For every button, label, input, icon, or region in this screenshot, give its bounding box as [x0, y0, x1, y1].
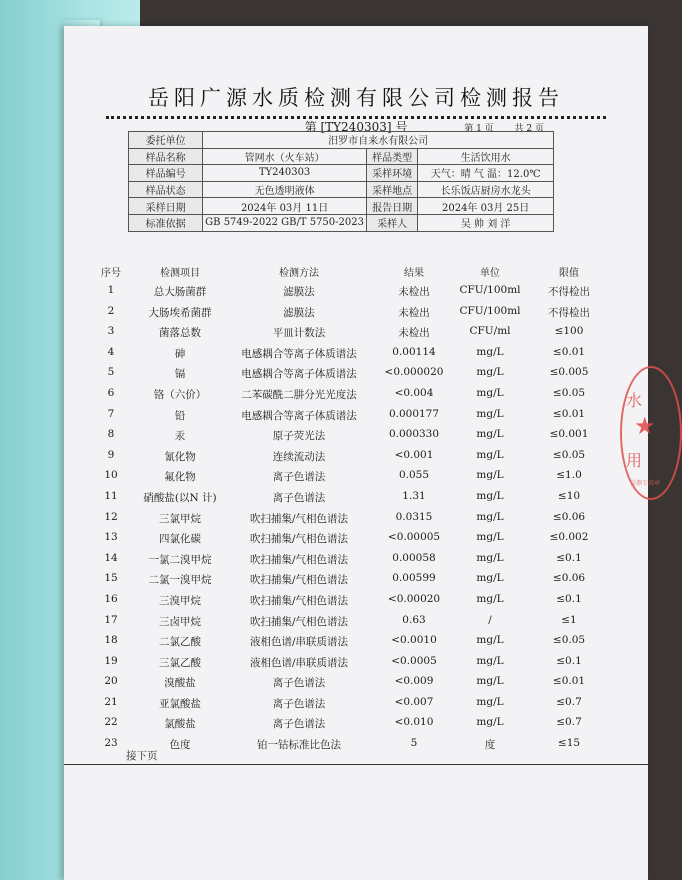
cell-limit: ≤1 — [561, 613, 577, 626]
info-value: GB 5749-2022 GB/T 5750-2023 — [203, 214, 367, 231]
table-row — [64, 385, 648, 406]
cell-unit: mg/L — [476, 510, 504, 523]
cell-result: 0.63 — [402, 613, 426, 626]
info-row — [129, 214, 554, 231]
cell-result: 5 — [410, 737, 418, 750]
sample-info-table — [128, 131, 554, 232]
cell-method: 吹扫捕集/气相色谱法 — [249, 615, 349, 628]
cell-limit: ≤0.06 — [552, 572, 586, 585]
info-label: 样品状态 — [129, 181, 203, 198]
table-row — [64, 447, 648, 468]
column-header-method: 检测方法 — [279, 268, 319, 279]
cell-method: 滤膜法 — [283, 306, 315, 319]
cell-unit: mg/L — [476, 448, 504, 461]
cell-item: 三溴甲烷 — [159, 594, 201, 607]
cell-limit: ≤100 — [554, 325, 584, 338]
cell-result: 0.00058 — [392, 551, 436, 564]
info-row — [129, 132, 554, 149]
info-row — [129, 198, 554, 215]
info-value: 生活饮用水 — [418, 148, 554, 165]
cell-item: 三氯甲烷 — [159, 512, 201, 525]
cell-unit: mg/L — [476, 345, 504, 358]
report-title: 岳阳广源水质检测有限公司检测报告 — [148, 86, 564, 110]
cell-result: 0.055 — [398, 469, 430, 482]
info-value: TY240303 — [203, 165, 367, 182]
table-row — [64, 550, 648, 571]
cell-result: 0.00599 — [392, 572, 436, 585]
cell-method: 离子色谱法 — [272, 491, 326, 504]
info-label: 采样人 — [366, 214, 417, 231]
table-row — [64, 426, 648, 447]
info-value: 2024年 03月 25日 — [418, 198, 554, 215]
column-header-no: 序号 — [101, 268, 121, 279]
cell-result: 未检出 — [398, 327, 430, 340]
cell-limit: ≤10 — [557, 489, 581, 502]
cell-no: 18 — [104, 634, 118, 647]
info-row — [129, 148, 554, 165]
cell-limit: ≤0.1 — [556, 551, 582, 564]
cell-unit: mg/L — [476, 551, 504, 564]
cell-unit: mg/L — [476, 428, 504, 441]
results-column-headers — [64, 264, 648, 278]
cell-item: 硝酸盐(以N 计) — [143, 491, 217, 504]
cell-method: 电感耦合等离子体质谱法 — [241, 409, 357, 422]
cell-unit: mg/L — [476, 407, 504, 420]
cell-limit: ≤0.06 — [552, 510, 586, 523]
page-number: 第 1 页 — [464, 124, 494, 134]
cell-unit: CFU/100ml — [459, 284, 521, 296]
cell-result: <0.0005 — [391, 654, 437, 667]
cell-limit: ≤0.1 — [556, 654, 582, 667]
cell-no: 4 — [107, 345, 115, 358]
info-label: 采样环境 — [366, 165, 417, 182]
cell-no: 16 — [104, 592, 118, 605]
seal-text-top: 水 — [626, 391, 643, 410]
cell-item: 溴酸盐 — [164, 677, 196, 690]
cell-item: 砷 — [174, 347, 186, 360]
cell-item: 二氯一溴甲烷 — [148, 574, 212, 587]
cell-method: 原子荧光法 — [272, 430, 326, 443]
table-row — [64, 612, 648, 633]
table-row — [64, 714, 648, 735]
table-row — [64, 282, 648, 303]
cell-no: 17 — [104, 613, 118, 626]
cell-result: <0.007 — [394, 695, 434, 708]
info-label: 报告日期 — [366, 198, 417, 215]
cell-limit: ≤0.01 — [552, 345, 586, 358]
table-row — [64, 303, 648, 324]
info-label: 样品编号 — [129, 165, 203, 182]
cell-unit: mg/L — [476, 592, 504, 605]
cell-item: 氰化物 — [164, 450, 196, 463]
cell-item: 一氯二溴甲烷 — [148, 553, 212, 566]
cell-method: 吹扫捕集/气相色谱法 — [249, 512, 349, 525]
report-page — [64, 26, 661, 880]
cell-method: 吹扫捕集/气相色谱法 — [249, 574, 349, 587]
info-label: 委托单位 — [129, 132, 203, 149]
cell-item: 铅 — [174, 409, 186, 422]
cell-limit: ≤0.005 — [549, 366, 589, 379]
info-value: 汨罗市自来水有限公司 — [203, 132, 554, 149]
cell-no: 22 — [104, 716, 118, 729]
table-row — [64, 509, 648, 530]
cell-method: 连续流动法 — [272, 450, 326, 463]
cell-no: 12 — [104, 510, 118, 523]
info-value: 无色透明液体 — [203, 181, 367, 198]
table-row — [64, 570, 648, 591]
table-row — [64, 323, 648, 344]
cell-no: 15 — [104, 572, 118, 585]
seal-text-bottom: 用 — [626, 451, 643, 470]
cell-limit: ≤15 — [557, 737, 581, 750]
table-row — [64, 406, 648, 427]
cell-result: 0.0315 — [395, 510, 433, 523]
cell-unit: mg/L — [476, 489, 504, 502]
cell-method: 吹扫捕集/气相色谱法 — [249, 533, 349, 546]
cell-limit: ≤1.0 — [556, 469, 582, 482]
cell-no: 11 — [104, 489, 118, 502]
cell-item: 亚氯酸盐 — [159, 697, 201, 710]
cell-result: 0.000177 — [388, 407, 440, 420]
cell-item: 四氯化碳 — [159, 533, 201, 546]
cell-no: 23 — [104, 737, 118, 750]
table-row — [64, 632, 648, 653]
cell-no: 10 — [104, 469, 118, 482]
cell-limit: ≤0.7 — [556, 695, 582, 708]
cell-limit: ≤0.002 — [549, 531, 589, 544]
cell-limit: ≤0.1 — [556, 592, 582, 605]
cell-result: 0.00114 — [392, 345, 436, 358]
seal-small-text: 检测专用章 — [630, 480, 661, 487]
info-value: 2024年 03月 11日 — [203, 198, 367, 215]
cell-limit: 不得检出 — [548, 286, 590, 298]
cell-result: 0.000330 — [388, 428, 440, 441]
cell-method: 电感耦合等离子体质谱法 — [241, 347, 357, 360]
cell-result: 1.31 — [402, 489, 426, 502]
cell-method: 铂一钴标准比色法 — [257, 739, 341, 752]
cell-item: 色度 — [169, 739, 191, 752]
info-value: 管网水（火车站） — [203, 148, 367, 165]
info-label: 标准依据 — [129, 214, 203, 231]
info-value: 天气：晴 气 温：12.0℃ — [418, 165, 554, 182]
cell-result: <0.009 — [394, 675, 434, 688]
cell-item: 镉 — [174, 368, 186, 381]
cell-no: 20 — [104, 675, 118, 688]
cell-result: <0.001 — [394, 448, 434, 461]
cell-no: 5 — [107, 366, 115, 379]
seal-star-icon: ★ — [634, 412, 656, 440]
table-row — [64, 673, 648, 694]
cell-item: 氟化物 — [164, 471, 196, 484]
info-label: 采样地点 — [366, 181, 417, 198]
cell-unit: mg/L — [476, 716, 504, 729]
cell-method: 离子色谱法 — [272, 718, 326, 731]
table-row — [64, 364, 648, 385]
cell-result: <0.000020 — [384, 366, 444, 379]
page-total: 共 2 页 — [514, 124, 544, 134]
cell-no: 3 — [107, 325, 115, 338]
cell-no: 6 — [107, 386, 115, 399]
cell-item: 总大肠菌群 — [153, 286, 207, 298]
cell-item: 铬（六价） — [153, 388, 207, 401]
cell-unit: / — [488, 613, 492, 626]
cell-method: 二苯碳酰二肼分光光度法 — [241, 388, 357, 401]
cell-item: 三氯乙酸 — [159, 656, 201, 669]
cell-item: 菌落总数 — [159, 327, 201, 340]
info-label: 样品类型 — [366, 148, 417, 165]
cell-no: 14 — [104, 551, 118, 564]
table-row — [64, 467, 648, 488]
column-header-limit: 限值 — [559, 268, 579, 279]
cell-unit: mg/L — [476, 675, 504, 688]
cell-unit: CFU/ml — [469, 325, 511, 338]
cell-method: 滤膜法 — [283, 286, 315, 298]
cell-unit: mg/L — [476, 572, 504, 585]
cell-no: 21 — [104, 695, 118, 708]
cell-result: <0.00020 — [387, 592, 441, 605]
cell-no: 1 — [107, 284, 115, 296]
cell-limit: ≤0.05 — [552, 448, 586, 461]
info-row — [129, 181, 554, 198]
cell-limit: 不得检出 — [548, 306, 590, 319]
cell-method: 液相色谱/串联质谱法 — [249, 636, 349, 649]
cell-method: 离子色谱法 — [272, 471, 326, 484]
column-header-result: 结果 — [404, 268, 424, 279]
cell-limit: ≤0.05 — [552, 634, 586, 647]
continue-note: 接下页 — [126, 750, 158, 762]
cell-no: 8 — [107, 428, 115, 441]
cell-result: <0.010 — [394, 716, 434, 729]
column-header-unit: 单位 — [480, 268, 500, 279]
cell-unit: mg/L — [476, 634, 504, 647]
column-header-item: 检测项目 — [160, 268, 200, 279]
cell-item: 大肠埃希菌群 — [148, 306, 212, 319]
cell-unit: mg/L — [476, 654, 504, 667]
info-label: 采样日期 — [129, 198, 203, 215]
cell-no: 13 — [104, 531, 118, 544]
table-row — [64, 694, 648, 715]
cell-method: 吹扫捕集/气相色谱法 — [249, 553, 349, 566]
info-value: 长乐饭店厨房水龙头 — [418, 181, 554, 198]
cell-method: 离子色谱法 — [272, 677, 326, 690]
cell-method: 平皿计数法 — [272, 327, 326, 340]
cell-result: 未检出 — [398, 286, 430, 298]
info-value: 吴 帅 刘 洋 — [418, 214, 554, 231]
official-seal — [620, 366, 682, 500]
table-row — [64, 344, 648, 365]
info-label: 样品名称 — [129, 148, 203, 165]
cell-item: 氯酸盐 — [164, 718, 196, 731]
results-table — [64, 282, 648, 756]
cell-unit: mg/L — [476, 531, 504, 544]
table-row — [64, 488, 648, 509]
cell-method: 液相色谱/串联质谱法 — [249, 656, 349, 669]
cell-no: 9 — [107, 448, 115, 461]
cell-method: 离子色谱法 — [272, 697, 326, 710]
cell-result: <0.004 — [394, 386, 434, 399]
cell-unit: 度 — [484, 739, 496, 752]
info-row — [129, 165, 554, 182]
cell-limit: ≤0.01 — [552, 407, 586, 420]
cell-method: 吹扫捕集/气相色谱法 — [249, 594, 349, 607]
cell-limit: ≤0.05 — [552, 386, 586, 399]
cell-item: 三卤甲烷 — [159, 615, 201, 628]
cell-no: 19 — [104, 654, 118, 667]
cell-method: 电感耦合等离子体质谱法 — [241, 368, 357, 381]
cell-limit: ≤0.001 — [549, 428, 589, 441]
bottom-rule — [64, 764, 648, 765]
cell-unit: mg/L — [476, 695, 504, 708]
cell-unit: CFU/100ml — [459, 304, 521, 317]
table-row — [64, 529, 648, 550]
table-row — [64, 591, 648, 612]
cell-result: <0.00005 — [387, 531, 441, 544]
cell-no: 2 — [107, 304, 115, 317]
cell-item: 汞 — [174, 430, 186, 443]
cell-result: 未检出 — [398, 306, 430, 319]
cell-item: 二氯乙酸 — [159, 636, 201, 649]
cell-no: 7 — [107, 407, 115, 420]
cell-unit: mg/L — [476, 366, 504, 379]
cell-unit: mg/L — [476, 469, 504, 482]
cell-unit: mg/L — [476, 386, 504, 399]
report-number: 第 [TY240303] 号 — [304, 120, 408, 134]
cell-result: <0.0010 — [391, 634, 437, 647]
cell-limit: ≤0.01 — [552, 675, 586, 688]
table-row — [64, 653, 648, 674]
cell-limit: ≤0.7 — [556, 716, 582, 729]
